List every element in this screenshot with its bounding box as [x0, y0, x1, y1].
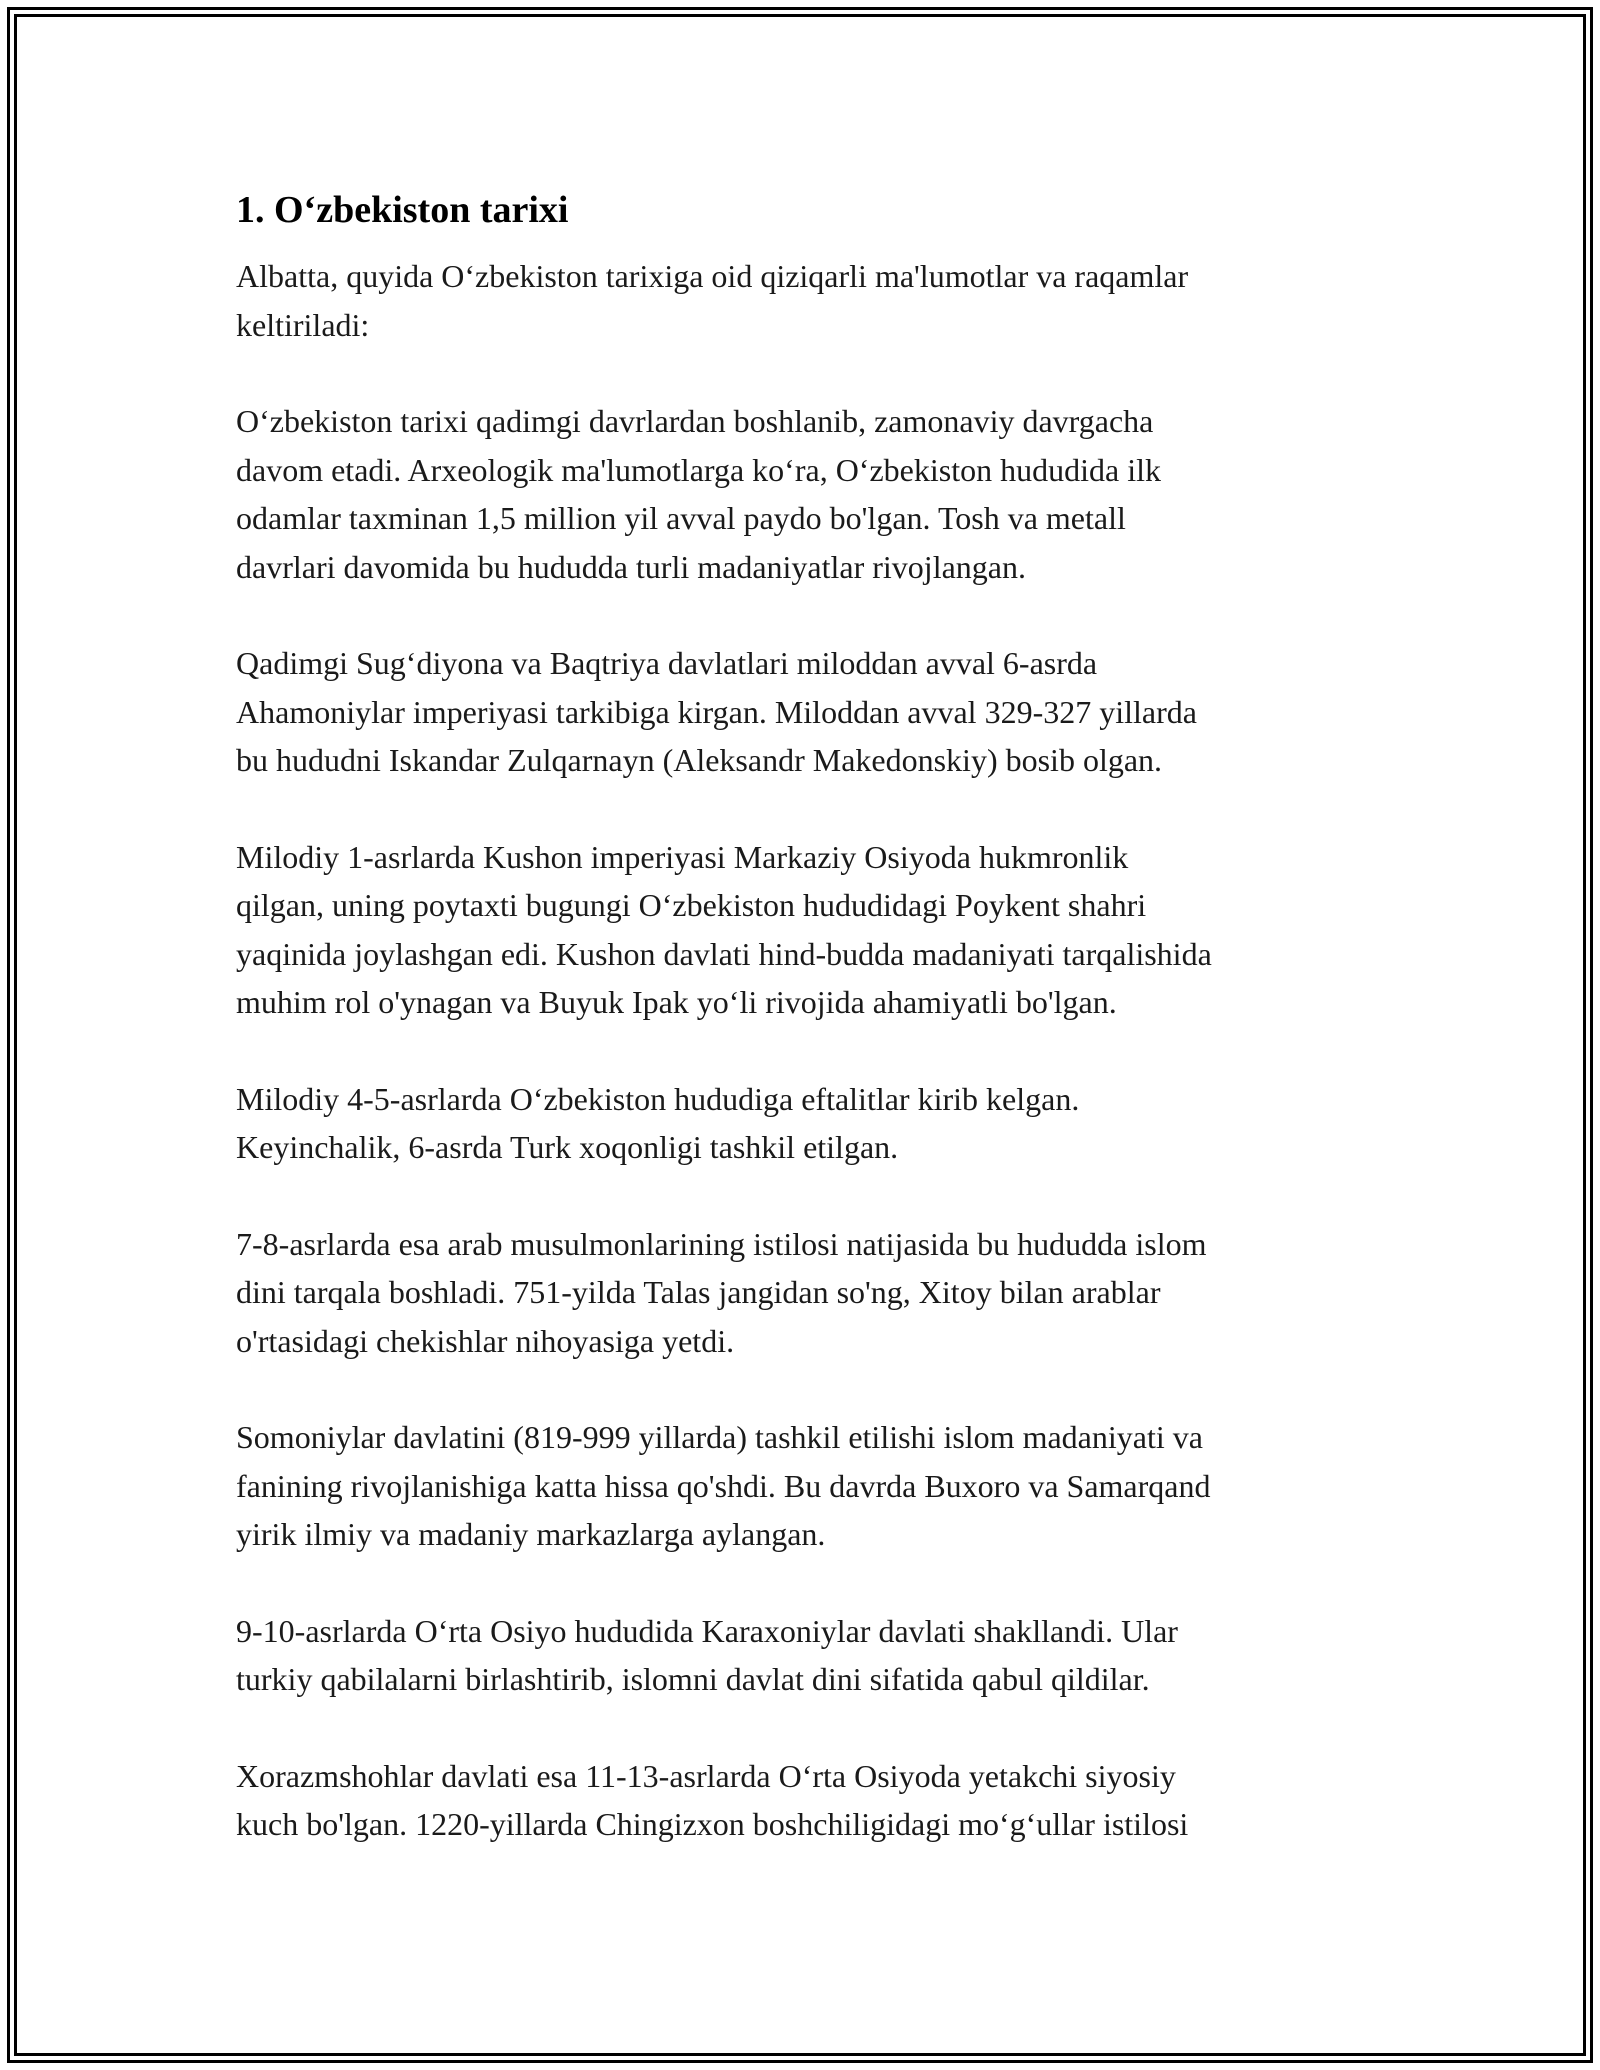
- paragraph-hephthalites: [236, 1075, 1386, 1172]
- paragraph-kushan-empire: [236, 833, 1386, 1027]
- paragraph-line: 7-8-asrlarda esa arab musulmonlarining istilosi natijasida bu hududda islom: [236, 1225, 1207, 1262]
- paragraph-line: turkiy qabilalarni birlashtirib, islomni davlat dini sifatida qabul qildilar.: [236, 1661, 1150, 1697]
- paragraph-line: Somoniylar davlatini (819-999 yillarda) tashkil etilishi islom madaniyati va: [236, 1419, 1203, 1455]
- paragraph-line: Ahamoniylar imperiyasi tarkibiga kirgan. Miloddan avval 329-327 yillarda: [236, 693, 1197, 730]
- paragraph-line: Albatta, quyida O‘zbekiston tarixiga oid qiziqarli ma'lumotlar va raqamlar: [236, 258, 1189, 294]
- paragraph-karakhanids: [236, 1607, 1386, 1704]
- paragraph-line: o'rtasidagi chekishlar nihoyasiga yetdi.: [236, 1322, 735, 1359]
- paragraph-arab-conquest: [236, 1220, 1386, 1366]
- paragraph-line: Xorazmshohlar davlati esa 11-13-asrlarda O‘rta Osiyoda yetakchi siyosiy: [236, 1757, 1176, 1794]
- paragraph-line: dini tarqala boshladi. 751-yilda Talas jangidan so'ng, Xitoy bilan arablar: [236, 1274, 1161, 1310]
- paragraph-line: kuch bo'lgan. 1220-yillarda Chingizxon boshchiligidagi mo‘g‘ullar istilosi: [236, 1806, 1189, 1842]
- paragraph-ancient-history: [236, 397, 1386, 591]
- paragraph-line: yaqinida joylashgan edi. Kushon davlati hind-budda madaniyati tarqalishida: [236, 935, 1212, 972]
- paragraph-line: 9-10-asrlarda O‘rta Osiyo hududida Karaxoniylar davlati shakllandi. Ular: [236, 1612, 1178, 1649]
- paragraph-line: fanining rivojlanishiga katta hissa qo'shdi. Bu davrda Buxoro va Samarqand: [236, 1467, 1211, 1504]
- paragraph-line: keltiriladi:: [236, 306, 370, 343]
- paragraph-line: bu hududni Iskandar Zulqarnayn (Aleksandr Makedonskiy) bosib olgan.: [236, 742, 1163, 778]
- paragraph-line: muhim rol o'ynagan va Buyuk Ipak yo‘li rivojida ahamiyatli bo'lgan.: [236, 984, 1117, 1020]
- document-body: [236, 186, 1386, 1897]
- paragraph-line: qilgan, uning poytaxti bugungi O‘zbekiston hududidagi Poykent shahri: [236, 887, 1147, 923]
- section-heading: 1. O‘zbekiston tarixi: [236, 189, 569, 231]
- paragraph-line: O‘zbekiston tarixi qadimgi davrlardan boshlanib, zamonaviy davrgacha: [236, 403, 1154, 439]
- paragraph-line: Keyinchalik, 6-asrda Turk xoqonligi tashkil etilgan.: [236, 1129, 899, 1165]
- paragraph-sogdiana-bactria: [236, 639, 1386, 785]
- paragraph-line: yirik ilmiy va madaniy markazlarga aylangan.: [236, 1516, 826, 1552]
- paragraph-line: Milodiy 4-5-asrlarda O‘zbekiston hududiga eftalitlar kirib kelgan.: [236, 1080, 1080, 1117]
- paragraph-line: Milodiy 1-asrlarda Kushon imperiyasi Markaziy Osiyoda hukmronlik: [236, 838, 1129, 875]
- paragraph-intro: [236, 252, 1386, 349]
- paragraph-line: davom etadi. Arxeologik ma'lumotlarga ko‘ra, O‘zbekiston hududida ilk: [236, 451, 1161, 488]
- paragraph-line: Qadimgi Sug‘diyona va Baqtriya davlatlari miloddan avval 6-asrda: [236, 645, 1098, 681]
- paragraph-samanids: [236, 1413, 1386, 1559]
- paragraph-khwarazmshahs: [236, 1752, 1386, 1849]
- paragraph-line: davrlari davomida bu hududda turli madaniyatlar rivojlangan.: [236, 548, 1026, 585]
- paragraph-line: odamlar taxminan 1,5 million yil avval paydo bo'lgan. Tosh va metall: [236, 500, 1126, 536]
